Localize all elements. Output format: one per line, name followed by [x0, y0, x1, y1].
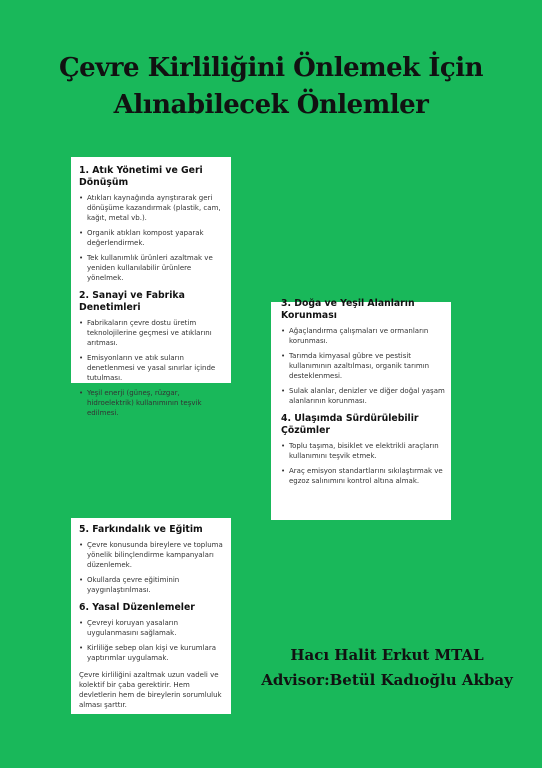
section-heading: 6. Yasal Düzenlemeler — [79, 602, 195, 613]
author-line: Hacı Halit Erkut MTAL — [290, 646, 484, 664]
list-item: • Organik atıkları kompost yaparak değerlendirmek. — [79, 228, 227, 248]
section-heading: 3. Doğa ve Yeşil Alanların Korunması — [281, 298, 415, 321]
list-item: • Çevreyi koruyan yasaların uygulanmasını sağlamak. — [79, 618, 227, 638]
list-item: • Çevre konusunda bireylere ve topluma yönelik bilinçlendirme kampanyaları düzenlemek. — [79, 540, 227, 570]
list-item: • Ağaçlandırma çalışmaları ve ormanların korunması. — [281, 326, 445, 346]
list-item: • Araç emisyon standartlarını sıkılaştırmak ve egzoz salınımını kontrol altına almak. — [281, 466, 445, 486]
list-item: • Yeşil enerji (güneş, rüzgar, hidroelektrik) kullanımının teşvik edilmesi. — [79, 388, 227, 418]
advisor-line: Advisor:Betül Kadıoğlu Akbay — [261, 671, 513, 689]
section-list — [79, 618, 227, 663]
title-line-2: Alınabilecek Önlemler — [113, 90, 429, 120]
list-item: • Toplu taşıma, bisiklet ve elektrikli araçların kullanımını teşvik etmek. — [281, 441, 445, 461]
section-list — [281, 441, 445, 486]
section-list — [79, 540, 227, 595]
section-heading: 2. Sanayi ve Fabrika Denetimleri — [79, 290, 185, 313]
list-item: • Sulak alanlar, denizler ve diğer doğal yaşam alanlarının korunması. — [281, 386, 445, 406]
list-item: • Fabrikaların çevre dostu üretim teknolojilerine geçmesi ve atıklarını arıtması. — [79, 318, 227, 348]
section-heading: 1. Atık Yönetimi ve Geri Dönüşüm — [79, 165, 203, 188]
section-heading: 5. Farkındalık ve Eğitim — [79, 524, 203, 535]
credits — [232, 643, 542, 693]
section-list — [79, 318, 227, 418]
card-content — [281, 298, 445, 486]
section-list — [281, 326, 445, 406]
list-item: • Tek kullanımlık ürünleri azaltmak ve yeniden kullanılabilir ürünlere yönelmek. — [79, 253, 227, 283]
info-card-3 — [71, 518, 231, 714]
poster-title — [0, 50, 542, 124]
list-item: • Kirliliğe sebep olan kişi ve kurumlara yaptırımlar uygulamak. — [79, 643, 227, 663]
info-card-2 — [271, 298, 451, 520]
list-item: • Emisyonların ve atık suların denetlenmesi ve yasal sınırlar içinde tutulması. — [79, 353, 227, 383]
section-list — [79, 193, 227, 283]
conclusion-text: Çevre kirliliğini azaltmak uzun vadeli ve kolektif bir çaba gerektirir. Hem devletlerin hem de bireylerin sorumluluk alması şarttır. — [79, 671, 222, 709]
list-item: • Tarımda kimyasal gübre ve pestisit kullanımının azaltılması, organik tarımın desteklenmesi. — [281, 351, 445, 381]
title-line-1: Çevre Kirliliğini Önlemek İçin — [58, 53, 484, 83]
list-item: • Atıkları kaynağında ayrıştırarak geri dönüşüme kazandırmak (plastik, cam, kağıt, metal vb.). — [79, 193, 227, 223]
section-heading: 4. Ulaşımda Sürdürülebilir Çözümler — [281, 413, 419, 436]
list-item: • Okullarda çevre eğitiminin yaygınlaştırılması. — [79, 575, 227, 595]
info-card-1 — [71, 157, 231, 417]
